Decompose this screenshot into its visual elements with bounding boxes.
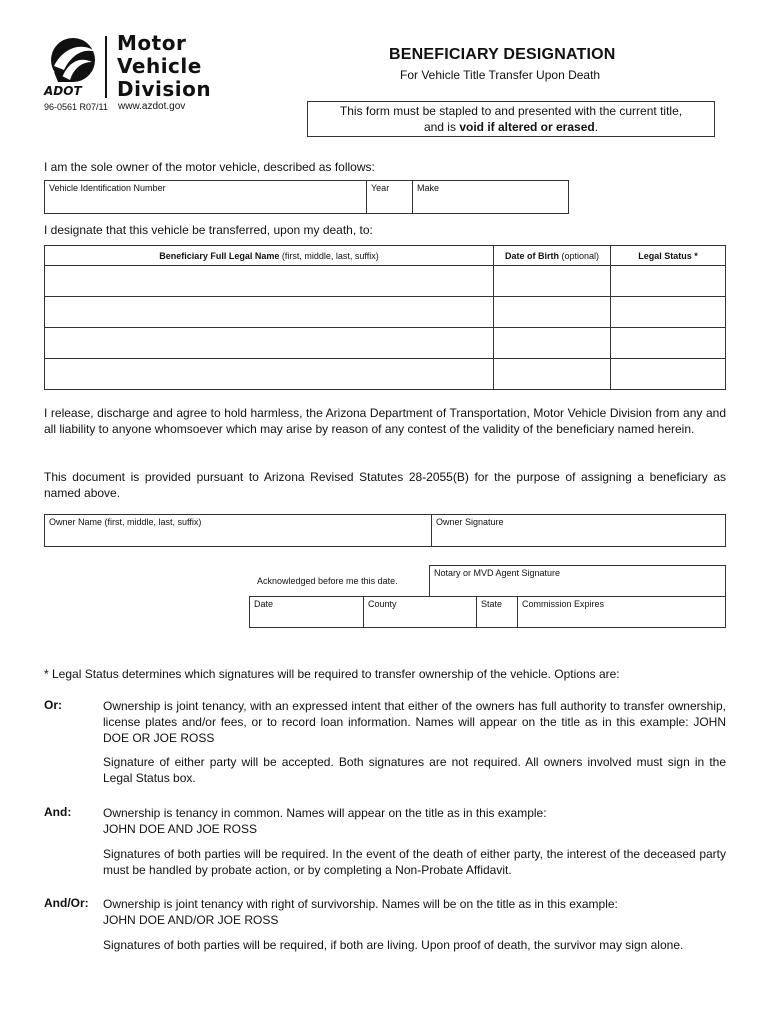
make-label: Make: [417, 183, 440, 193]
make-field[interactable]: [413, 181, 569, 214]
notary-signature-table: [429, 565, 726, 597]
dob-header: Date of Birth (optional): [494, 246, 611, 266]
and-text-1b: JOHN DOE AND JOE ROSS: [103, 822, 258, 836]
logo-divider: [105, 36, 107, 98]
logo-line-division: Division: [117, 77, 212, 101]
commission-label: Commission Expires: [522, 599, 605, 609]
form-number: 96-0561 R07/11: [44, 102, 108, 112]
notary-date-field[interactable]: [250, 597, 364, 628]
legal-status-field[interactable]: [611, 359, 726, 390]
owner-signature-label: Owner Signature: [436, 517, 504, 527]
and-text-2: Signatures of both parties will be required. In the event of the death of either party, the interest of the deceased party must be handled by probate action, or by completing a Non-Probate Affidavit.: [103, 847, 726, 877]
table-row: [45, 328, 726, 359]
dob-field[interactable]: [494, 359, 611, 390]
or-label: Or:: [44, 698, 62, 712]
statute-paragraph: This document is provided pursuant to Arizona Revised Statutes 28-2055(B) for the purpose of assigning a beneficiary as named above.: [44, 470, 726, 500]
or-text-2: Signature of either party will be accepted. Both signatures are not required. All owners involved must sign in the Legal Status box.: [103, 755, 726, 785]
andor-text-1a: Ownership is joint tenancy with right of survivorship. Names will be on the title as in this example:: [103, 897, 618, 911]
andor-text-1b: JOHN DOE AND/OR JOE ROSS: [103, 913, 279, 927]
vin-field[interactable]: [45, 181, 367, 214]
legal-status-intro: * Legal Status determines which signatures will be required to transfer ownership of the vehicle. Options are:: [44, 667, 620, 681]
release-paragraph: I release, discharge and agree to hold harmless, the Arizona Department of Transportation, Motor Vehicle Division from any and all liability to anyone whomsoever which may arise by reason of any contest of the validity of the beneficiary named herein.: [44, 406, 726, 436]
year-label: Year: [371, 183, 390, 193]
county-label: County: [368, 599, 397, 609]
notary-state-field[interactable]: [477, 597, 518, 628]
notary-county-field[interactable]: [364, 597, 477, 628]
logo-line-motor: Motor: [117, 31, 187, 55]
beneficiary-table: [44, 245, 726, 390]
and-label: And:: [44, 805, 72, 819]
beneficiary-name-field[interactable]: [45, 328, 494, 359]
vin-label: Vehicle Identification Number: [49, 183, 166, 193]
legal-status-field[interactable]: [611, 328, 726, 359]
beneficiary-name-header: Beneficiary Full Legal Name (first, middle, last, suffix): [45, 246, 494, 266]
year-field[interactable]: [367, 181, 413, 214]
page-title: BENEFICIARY DESIGNATION: [389, 46, 616, 63]
beneficiary-intro: I designate that this vehicle be transferred, upon my death, to:: [44, 223, 373, 237]
andor-label: And/Or:: [44, 896, 89, 910]
page-subtitle: For Vehicle Title Transfer Upon Death: [400, 68, 601, 82]
table-row: [45, 359, 726, 390]
notary-signature-label: Notary or MVD Agent Signature: [434, 568, 561, 578]
legal-status-header: Legal Status *: [611, 246, 726, 266]
beneficiary-name-field[interactable]: [45, 266, 494, 297]
andor-text-2: Signatures of both parties will be required, if both are living. Upon proof of death, the survivor may sign alone.: [103, 938, 684, 952]
adot-wordmark: ADOT: [44, 84, 82, 98]
table-row: [45, 266, 726, 297]
notice-box: [307, 101, 715, 137]
owner-table: [44, 514, 726, 547]
dob-field[interactable]: [494, 328, 611, 359]
owner-name-label: Owner Name (first, middle, last, suffix): [49, 517, 202, 527]
vehicle-table: [44, 180, 569, 214]
date-label: Date: [254, 599, 274, 609]
owner-signature-field[interactable]: [432, 515, 726, 547]
beneficiary-name-field[interactable]: [45, 359, 494, 390]
table-row: [45, 297, 726, 328]
dob-field[interactable]: [494, 266, 611, 297]
or-text-1: Ownership is joint tenancy, with an expressed intent that either of the owners has full authority to transfer ownership, license plates and/or fees, or to record loan information. Names will appear on the title as in this example: JOHN DOE OR JOE ROSS: [103, 699, 726, 745]
and-text-1a: Ownership is tenancy in common. Names will appear on the title as in this example:: [103, 806, 547, 820]
dob-field[interactable]: [494, 297, 611, 328]
owner-name-field[interactable]: [45, 515, 432, 547]
legal-status-field[interactable]: [611, 266, 726, 297]
acknowledged-label: Acknowledged before me this date.: [257, 576, 398, 586]
notice-line-1: This form must be stapled to and presented with the current title,: [339, 104, 683, 118]
notary-signature-field[interactable]: [430, 566, 726, 597]
website: www.azdot.gov: [118, 101, 186, 112]
commission-expires-field[interactable]: [518, 597, 726, 628]
notice-line-2: and is void if altered or erased.: [423, 120, 599, 134]
notary-details-table: [249, 596, 726, 628]
legal-status-field[interactable]: [611, 297, 726, 328]
logo-line-vehicle: Vehicle: [117, 54, 202, 78]
beneficiary-name-field[interactable]: [45, 297, 494, 328]
vehicle-intro: I am the sole owner of the motor vehicle, described as follows:: [44, 160, 375, 174]
state-label: State: [481, 599, 503, 609]
